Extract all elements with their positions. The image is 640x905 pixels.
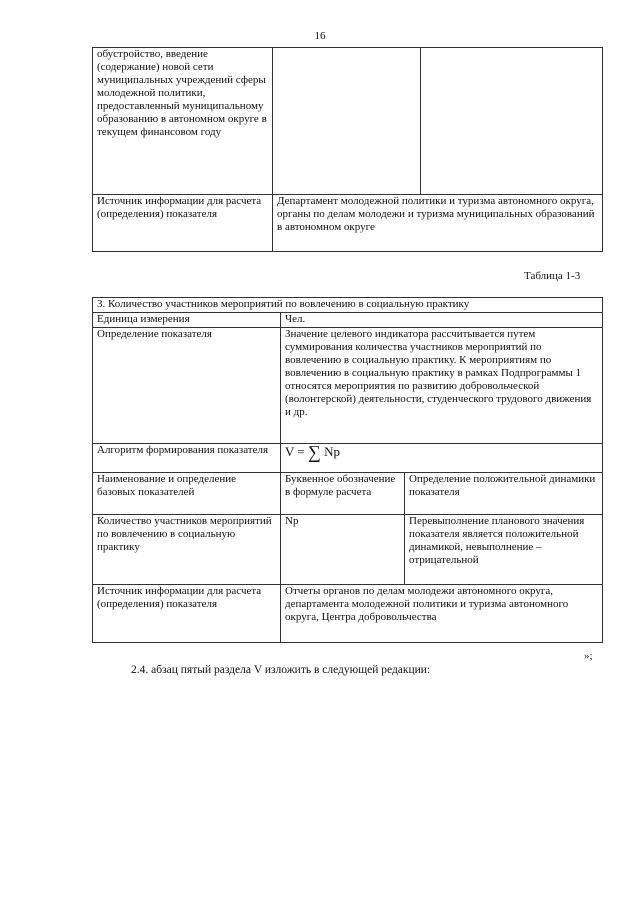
- source-value-cell: Отчеты органов по делам молодежи автономного округа, департамента молодежной политики и туризма автономного округа, Центра добровольчества: [281, 585, 603, 643]
- column-header-name: Наименование и определение базовых показателей: [93, 473, 281, 515]
- base-indicator-symbol: Np: [281, 515, 405, 585]
- empty-cell: [273, 48, 421, 195]
- unit-label-cell: Единица измерения: [93, 313, 281, 328]
- amendment-paragraph: 2.4. абзац пятый раздела V изложить в следующей редакции:: [131, 664, 431, 676]
- table-title: 3. Количество участников мероприятий по вовлечению в социальную практику: [93, 298, 603, 313]
- algorithm-label-cell: Алгоритм формирования показателя: [93, 444, 281, 473]
- base-indicator-dynamics: Перевыполнение планового значения показателя является положительной динамикой, невыполнение – отрицательной: [405, 515, 603, 585]
- source-value-cell: Департамент молодежной политики и туризма автономного округа, органы по делам молодежи и туризма муниципальных образований в автономном округе: [273, 195, 603, 252]
- indicator-description-cell: обустройство, введение (содержание) новой сети муниципальных учреждений сферы молодежной политики, предоставленный муниципальному образованию в автономном округе в текущем финансовом году: [93, 48, 273, 195]
- base-indicator-name: Количество участников мероприятий по вовлечению в социальную практику: [93, 515, 281, 585]
- page-number: 16: [314, 30, 326, 42]
- source-label-cell: Источник информации для расчета (определения) показателя: [93, 585, 281, 643]
- definition-value-cell: Значение целевого индикатора рассчитывается путем суммирования количества участников мероприятий по вовлечению в социальную практику. К мероприятиям по вовлечению в социальную практику в рамках Подпрограммы 1 относятся мероприятия по развитию добровольческой (волонтерской) деятельности, студенческого трудового движения и др.: [281, 328, 603, 444]
- empty-cell: [421, 48, 603, 195]
- sigma-symbol: ∑: [308, 443, 321, 462]
- table-caption: Таблица 1-3: [524, 270, 581, 282]
- definition-label-cell: Определение показателя: [93, 328, 281, 444]
- column-header-symbol: Буквенное обозначение в формуле расчета: [281, 473, 405, 515]
- formula-cell: [281, 444, 603, 473]
- closing-quote-mark: »;: [584, 650, 593, 662]
- source-label-cell: Источник информации для расчета (определения) показателя: [93, 195, 273, 252]
- column-header-dynamics: Определение положительной динамики показателя: [405, 473, 603, 515]
- unit-value-cell: Чел.: [281, 313, 603, 328]
- indicator-table-continuation: [92, 47, 603, 252]
- formula-lhs: V =: [285, 444, 305, 459]
- indicator-table-1-3: [92, 297, 603, 643]
- formula-rhs: Np: [324, 444, 340, 459]
